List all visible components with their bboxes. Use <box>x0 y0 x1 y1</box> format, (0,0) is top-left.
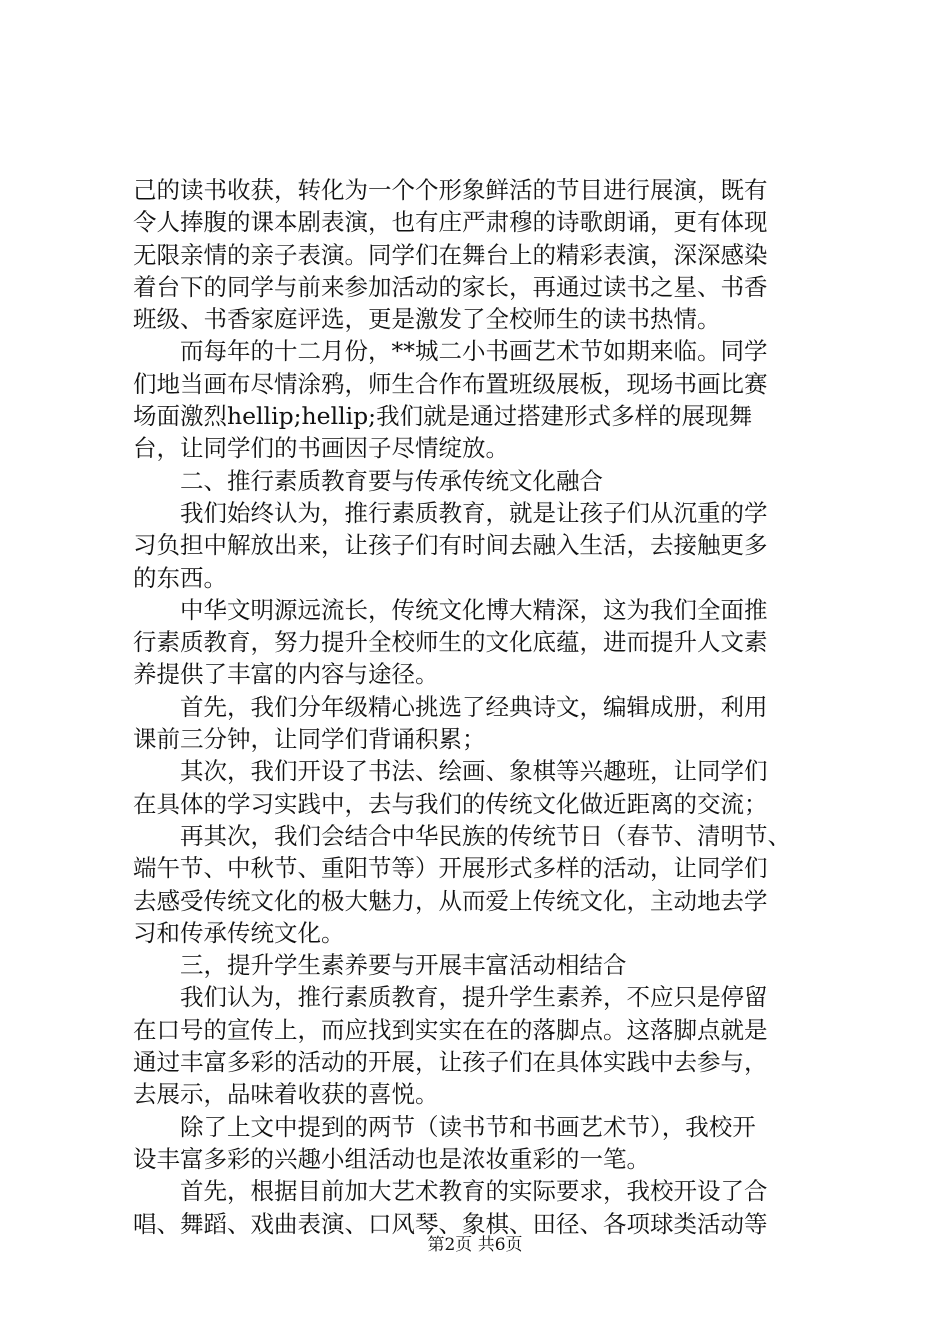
text-line: 再其次，我们会结合中华民族的传统节日（春节、清明节、 <box>180 821 791 850</box>
text-line: 的东西。 <box>133 563 227 592</box>
text-line: 行素质教育，努力提升全校师生的文化底蕴，进而提升人文素 <box>133 628 768 657</box>
text-line: 二、推行素质教育要与传承传统文化融合 <box>180 466 603 495</box>
text-line: 班级、书香家庭评选，更是激发了全校师生的读书热情。 <box>133 305 721 334</box>
text-line: 己的读书收获，转化为一个个形象鲜活的节目进行展演，既有 <box>133 176 768 204</box>
text-line: 除了上文中提到的两节（读书节和书画艺术节），我校开 <box>180 1112 756 1141</box>
text-line: 端午节、中秋节、重阳节等）开展形式多样的活动，让同学们 <box>133 854 768 883</box>
text-line: 着台下的同学与前来参加活动的家长，再通过读书之星、书香 <box>133 272 768 301</box>
text-line: 而每年的十二月份，**城二小书画艺术节如期来临。同学 <box>180 337 768 366</box>
text-line: 唱、舞蹈、戏曲表演、口风琴、象棋、田径、各项球类活动等 <box>133 1209 768 1238</box>
text-line: 习和传承传统文化。 <box>133 918 345 947</box>
text-line: 课前三分钟，让同学们背诵积累； <box>133 725 486 754</box>
text-line: 养提供了丰富的内容与途径。 <box>133 660 439 689</box>
page-footer: 第2页 共6页 <box>427 1235 523 1255</box>
body-text <box>133 174 833 1240</box>
text-line: 首先，我们分年级精心挑选了经典诗文，编辑成册，利用 <box>180 692 768 721</box>
text-line: 去展示，品味着收获的喜悦。 <box>133 1080 439 1109</box>
text-line: 在口号的宣传上，而应找到实实在在的落脚点。这落脚点就是 <box>133 1015 768 1044</box>
text-line: 习负担中解放出来，让孩子们有时间去融入生活，去接触更多 <box>133 531 768 560</box>
text-line: 场面激烈hellip;hellip;我们就是通过搭建形式多样的展现舞 <box>133 402 753 431</box>
text-line: 们地当画布尽情涂鸦，师生合作布置班级展板，现场书画比赛 <box>133 369 768 398</box>
text-line: 通过丰富多彩的活动的开展，让孩子们在具体实践中去参与， <box>133 1048 768 1077</box>
text-line: 其次，我们开设了书法、绘画、象棋等兴趣班，让同学们 <box>180 757 768 786</box>
text-line: 首先，根据目前加大艺术教育的实际要求，我校开设了合 <box>180 1177 768 1206</box>
text-line: 无限亲情的亲子表演。同学们在舞台上的精彩表演，深深感染 <box>133 240 768 269</box>
text-line: 台，让同学们的书画因子尽情绽放。 <box>133 434 509 463</box>
text-line: 在具体的学习实践中，去与我们的传统文化做近距离的交流； <box>133 789 768 818</box>
text-line: 中华文明源远流长，传统文化博大精深，这为我们全面推 <box>180 595 768 624</box>
text-line: 我们认为，推行素质教育，提升学生素养，不应只是停留 <box>180 983 768 1012</box>
text-line: 设丰富多彩的兴趣小组活动也是浓妆重彩的一笔。 <box>133 1144 650 1173</box>
text-line: 三，提升学生素养要与开展丰富活动相结合 <box>180 951 627 980</box>
text-line: 我们始终认为，推行素质教育，就是让孩子们从沉重的学 <box>180 498 768 527</box>
text-line: 令人捧腹的课本剧表演，也有庄严肃穆的诗歌朗诵，更有体现 <box>133 208 768 237</box>
text-line: 去感受传统文化的极大魅力，从而爱上传统文化，主动地去学 <box>133 886 768 915</box>
